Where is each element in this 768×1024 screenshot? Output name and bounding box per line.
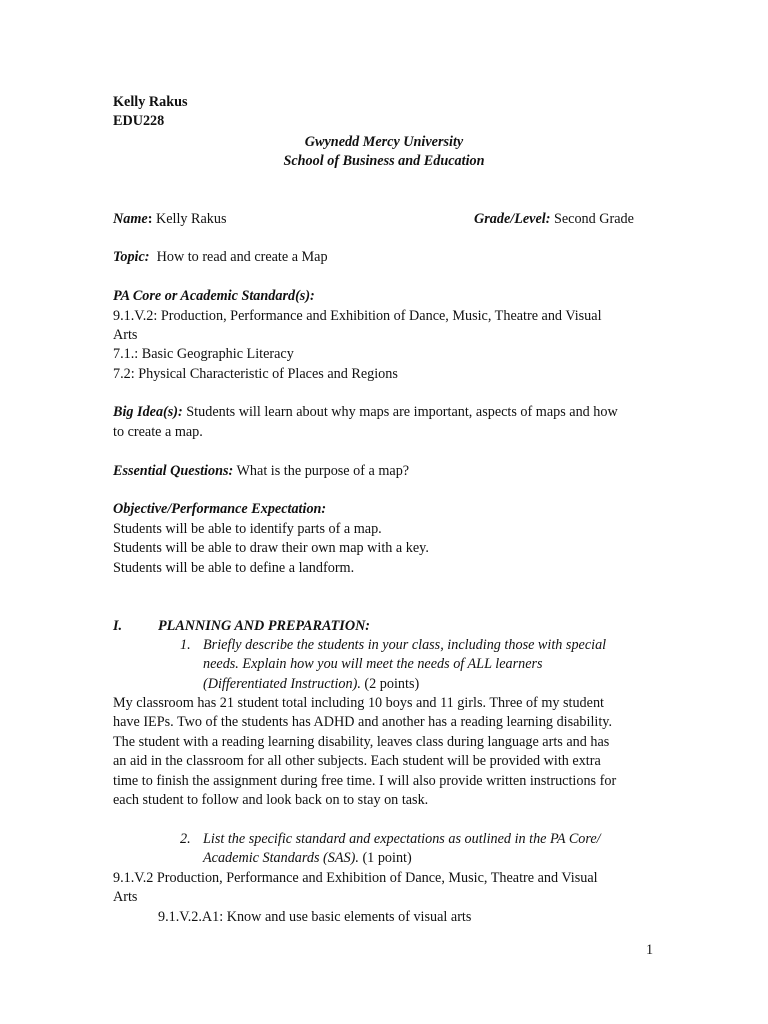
answer-line: time to finish the assignment during free time. I will also provide written instructions for bbox=[113, 773, 617, 789]
name-label: Name bbox=[113, 211, 148, 227]
section-title: PLANNING AND PREPARATION: bbox=[158, 618, 371, 634]
university-name: Gwynedd Mercy University bbox=[304, 134, 464, 150]
question-number: 2. bbox=[180, 831, 191, 847]
answer-line: My classroom has 21 student total including 10 boys and 11 girls. Three of my student bbox=[113, 695, 604, 711]
essential-questions-value: What is the purpose of a map? bbox=[236, 463, 410, 479]
big-idea-row bbox=[113, 403, 618, 422]
objective-line: Students will be able to define a landform. bbox=[113, 560, 355, 576]
grade-row bbox=[474, 210, 634, 229]
question-text: Academic Standards (SAS). bbox=[203, 850, 359, 866]
name-value: Kelly Rakus bbox=[155, 211, 227, 227]
question-text-last bbox=[203, 849, 412, 868]
answer-subitem: 9.1.V.2.A1: Know and use basic elements of visual arts bbox=[158, 909, 472, 925]
grade-value: Second Grade bbox=[553, 211, 634, 227]
answer-line: have IEPs. Two of the students has ADHD and another has a reading learning disability. bbox=[113, 714, 613, 730]
question-text: needs. Explain how you will meet the needs of ALL learners bbox=[203, 656, 543, 672]
question-text-last bbox=[203, 675, 419, 694]
topic-row bbox=[113, 248, 328, 267]
topic-value: How to read and create a Map bbox=[156, 249, 328, 265]
question-text: Briefly describe the students in your class, including those with special bbox=[203, 637, 607, 653]
objective-label: Objective/Performance Expectation: bbox=[113, 501, 327, 517]
school-name: School of Business and Education bbox=[283, 153, 485, 169]
course-code: EDU228 bbox=[113, 113, 165, 129]
standard-line: 9.1.V.2: Production, Performance and Exhibition of Dance, Music, Theatre and Visual bbox=[113, 308, 602, 324]
answer-line: Arts bbox=[113, 889, 138, 905]
objective-line: Students will be able to identify parts of a map. bbox=[113, 521, 382, 537]
question-points: (2 points) bbox=[364, 676, 420, 692]
essential-questions-row bbox=[113, 462, 409, 481]
standard-line: 7.1.: Basic Geographic Literacy bbox=[113, 346, 294, 362]
answer-line: an aid in the classroom for all other subjects. Each student will be provided with extra bbox=[113, 753, 601, 769]
question-text: (Differentiated Instruction). bbox=[203, 676, 361, 692]
author-name: Kelly Rakus bbox=[113, 94, 188, 110]
topic-label: Topic: bbox=[113, 249, 150, 265]
question-number: 1. bbox=[180, 637, 191, 653]
standard-line: Arts bbox=[113, 327, 138, 343]
standard-line: 7.2: Physical Characteristic of Places and Regions bbox=[113, 366, 398, 382]
answer-line: each student to follow and look back on to stay on task. bbox=[113, 792, 429, 808]
name-colon: : bbox=[147, 211, 153, 227]
objective-line: Students will be able to draw their own map with a key. bbox=[113, 540, 429, 556]
answer-line: The student with a reading learning disability, leaves class during language arts and has bbox=[113, 734, 610, 750]
grade-label: Grade/Level: bbox=[474, 211, 551, 227]
question-points: (1 point) bbox=[362, 850, 412, 866]
question-text: List the specific standard and expectations as outlined in the PA Core/ bbox=[203, 831, 601, 847]
big-idea-label: Big Idea(s): bbox=[113, 404, 183, 420]
big-idea-text: Students will learn about why maps are important, aspects of maps and how bbox=[186, 404, 618, 420]
section-numeral: I. bbox=[113, 618, 123, 634]
essential-questions-label: Essential Questions: bbox=[113, 463, 234, 479]
name-row bbox=[113, 210, 227, 229]
answer-line: 9.1.V.2 Production, Performance and Exhibition of Dance, Music, Theatre and Visual bbox=[113, 870, 598, 886]
standards-label: PA Core or Academic Standard(s): bbox=[113, 288, 315, 304]
page-number: 1 bbox=[646, 942, 654, 958]
big-idea-text-cont: to create a map. bbox=[113, 424, 203, 440]
